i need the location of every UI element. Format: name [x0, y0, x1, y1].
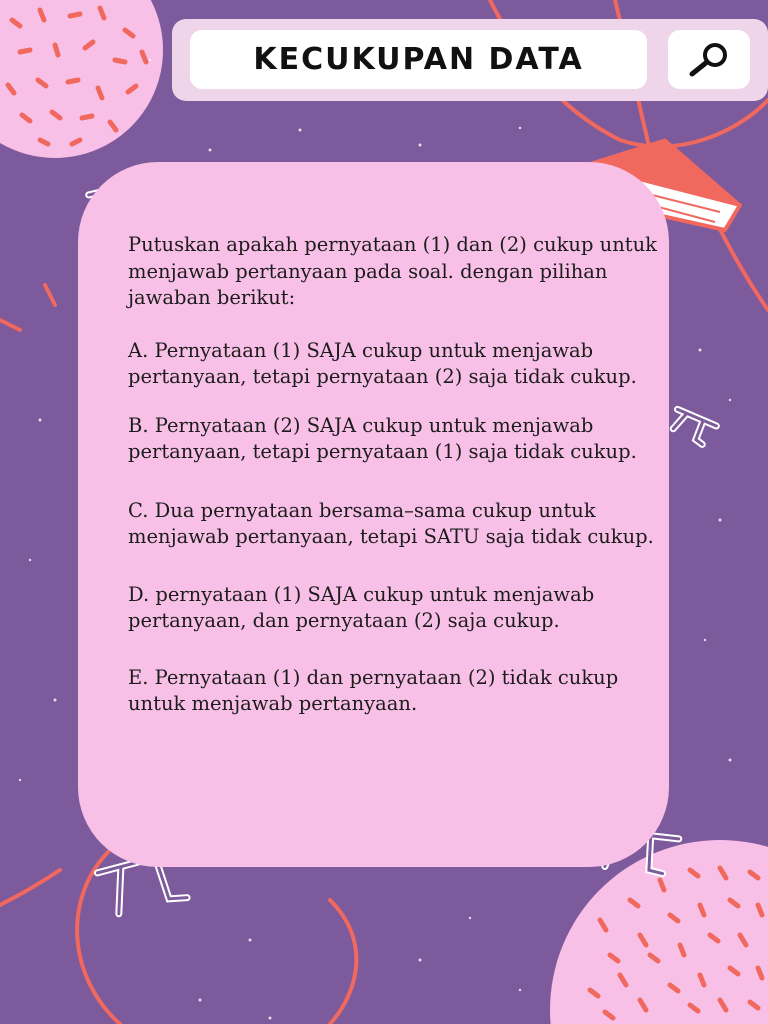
confetti-blob-bottom-right — [550, 840, 768, 1024]
intro-text: Putuskan apakah pernyataan (1) dan (2) cukup untuk menjawab pertanyaan pada soal. dengan pilihan jawaban berikut: — [128, 233, 657, 309]
option-a: A. Pernyataan (1) SAJA cukup untuk menjawab pertanyaan, tetapi pernyataan (2) saja tidak cukup. — [128, 338, 637, 388]
search-bar — [172, 19, 768, 101]
option-c: C. Dua pernyataan bersama–sama cukup untuk menjawab pertanyaan, tetapi SATU saja tidak cukup. — [128, 498, 654, 548]
option-e: E. Pernyataan (1) dan pernyataan (2) tidak cukup untuk menjawab pertanyaan. — [128, 665, 619, 715]
option-d: D. pernyataan (1) SAJA cukup untuk menjawab pertanyaan, dan pernyataan (2) saja cukup. — [128, 582, 595, 632]
search-icon — [684, 40, 734, 80]
confetti-blob-top-left — [0, 0, 163, 158]
option-b: B. Pernyataan (2) SAJA cukup untuk menjawab pertanyaan, tetapi pernyataan (1) saja tidak cukup. — [128, 413, 637, 463]
search-button[interactable] — [668, 30, 750, 89]
question-instructions — [128, 232, 658, 718]
page-title: KECUKUPAN DATA — [253, 42, 584, 77]
title-field — [190, 30, 647, 89]
